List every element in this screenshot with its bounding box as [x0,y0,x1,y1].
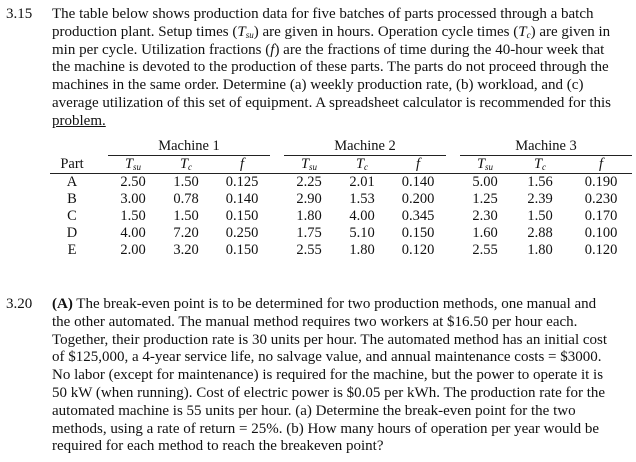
tsu-symbol: T [300,156,310,172]
part-cell: A [66,174,78,190]
text-line [52,24,624,42]
value-cell: 0.230 [584,191,618,207]
table-row [50,174,632,192]
spacer [270,208,284,225]
value-cell: 0.250 [225,225,259,241]
text-line: automated machine is 55 units per hour. (a) Determine the break-even point for the two [52,402,576,419]
text-line: the other automated. The manual method requires two workers at $16.50 per hour each. [52,313,578,330]
spacer [446,242,460,259]
empty-header-cell [50,138,94,156]
spacer [94,208,108,225]
machine-1-header: Machine 1 [108,138,270,156]
text-segment: ) are given in hours. Operation cycle times ( [253,23,519,40]
symbol-tsu: T [237,23,246,40]
text-segment: production plant. Setup times ( [52,23,238,40]
value-cell: 3.00 [120,191,146,207]
value-cell: 1.75 [296,225,322,241]
text-line [52,42,624,60]
spacer [446,174,460,192]
symbol-f: f [270,41,275,58]
value-cell: 1.56 [527,174,553,190]
text-segment: problem. [52,112,106,129]
value-cell: 0.150 [401,225,435,241]
text-line: required for each method to reach the breakeven point? [52,438,384,455]
problem-text [52,6,624,131]
tc-header [158,156,214,174]
text-line [52,296,624,314]
value-cell: 2.00 [120,242,146,258]
value-cell: 1.60 [472,225,498,241]
spacer [94,174,108,192]
value-cell: 1.53 [349,191,375,207]
tsu-symbol: T [124,156,134,172]
tc-header [334,156,390,174]
spacer [446,138,460,156]
spacer [270,225,284,242]
problem-text [52,296,624,456]
table-row [50,225,632,242]
value-cell: 0.150 [225,242,259,258]
subscript: su [245,29,254,40]
text-line: Together, their production rate is 30 units per hour. The automated method has an initial cost [52,331,608,348]
problem-number: 3.15 [6,6,33,22]
text-line [52,95,624,113]
tc-symbol: T [533,156,543,172]
value-cell: 2.50 [120,174,146,190]
symbol-tc: T [518,23,527,40]
value-cell: 0.120 [584,242,618,258]
table-body [50,174,632,260]
value-cell: 0.345 [401,208,435,224]
tc-header [510,156,570,174]
text-segment: machines in the same order. Determine (a) weekly production rate, (b) workload, and (c) [52,77,584,94]
text-segment: ) are given in [530,23,611,40]
value-cell: 1.80 [349,242,375,258]
value-cell: 0.150 [225,208,259,224]
spacer [270,191,284,208]
problem-3-15 [0,6,636,286]
value-cell: 5.10 [349,225,375,241]
table-row [50,242,632,259]
text-segment: The break-even point is to be determined for two production methods, one manual and [72,296,597,312]
tsu-symbol: T [476,156,486,172]
value-cell: 2.55 [472,242,498,258]
text-line [52,6,624,24]
text-line [52,113,624,131]
spacer [270,138,284,156]
table-row [50,191,632,208]
value-cell: 1.50 [120,208,146,224]
part-cell: E [67,242,77,258]
value-cell: 2.88 [527,225,553,241]
subscript: c [526,29,531,40]
text-line [52,77,624,95]
value-cell: 0.200 [401,191,435,207]
problem-tag: (A) [52,296,73,312]
value-cell: 1.50 [527,208,553,224]
value-cell: 1.80 [527,242,553,258]
text-segment: the machine is devoted to the production of these parts. The parts do not proceed through the [52,59,609,76]
subscript: c [364,162,369,172]
f-header: f [214,156,270,174]
value-cell: 2.55 [296,242,322,258]
spacer [94,191,108,208]
tc-symbol: T [179,156,189,172]
value-cell: 4.00 [349,208,375,224]
text-line [52,59,624,77]
f-header: f [390,156,446,174]
subscript: su [485,162,494,172]
value-cell: 5.00 [472,174,498,190]
machine-2-header: Machine 2 [284,138,446,156]
value-cell: 0.140 [401,174,435,190]
value-cell: 1.50 [173,208,199,224]
text-line: methods, using a rate of return = 25%. (b) How many hours of operation per year would be [52,420,600,437]
spacer [94,138,108,156]
spacer [94,242,108,259]
tsu-header [460,156,510,174]
f-header: f [570,156,632,174]
value-cell: 0.140 [225,191,259,207]
value-cell: 7.20 [173,225,199,241]
value-cell: 0.170 [584,208,618,224]
value-cell: 1.50 [173,174,199,190]
part-cell: C [67,208,77,224]
part-header: Part [50,156,94,174]
value-cell: 4.00 [120,225,146,241]
production-data-table [50,138,632,259]
value-cell: 0.120 [401,242,435,258]
value-cell: 0.78 [173,191,199,207]
text-line: of $125,000, a 4-year service life, no salvage value, and annual maintenance costs = $3000. [52,349,602,366]
text-line: 50 kW (when running). Cost of electric power is $0.05 per kWh. The production rate for the [52,384,606,401]
text-segment: average utilization of this set of equipment. A spreadsheet calculator is recommended for this [52,94,611,111]
problem-number: 3.20 [6,296,33,312]
value-cell: 3.20 [173,242,199,258]
text-segment: min per cycle. Utilization fractions ( [52,41,271,58]
part-cell: B [67,191,77,207]
subscript: c [542,162,547,172]
subscript: su [309,162,318,172]
spacer [94,225,108,242]
subscript: c [188,162,193,172]
text-segment: The table below shows production data for five batches of parts processed through a batch [52,6,594,22]
machine-group-header-row [50,138,632,156]
tc-symbol: T [355,156,365,172]
value-cell: 2.25 [296,174,322,190]
spacer [446,156,460,174]
text-segment: ) are the fractions of time during the 40-hour week that [274,41,605,58]
value-cell: 0.125 [225,174,259,190]
spacer [446,191,460,208]
problem-3-20 [0,296,636,462]
value-cell: 2.39 [527,191,553,207]
spacer [94,156,108,174]
machine-3-header: Machine 3 [460,138,632,156]
spacer [446,208,460,225]
subscript: su [133,162,142,172]
value-cell: 2.30 [472,208,498,224]
column-header-row [50,156,632,174]
table-row [50,208,632,225]
spacer [446,225,460,242]
value-cell: 1.25 [472,191,498,207]
value-cell: 2.90 [296,191,322,207]
value-cell: 0.100 [584,225,618,241]
part-cell: D [66,225,78,241]
value-cell: 1.80 [296,208,322,224]
spacer [270,242,284,259]
value-cell: 0.190 [584,174,618,190]
text-line: No labor (except for maintenance) is required for the machine, but the power to operate it is [52,367,604,384]
tsu-header [284,156,334,174]
spacer [270,174,284,192]
tsu-header [108,156,158,174]
spacer [270,156,284,174]
value-cell: 2.01 [349,174,375,190]
